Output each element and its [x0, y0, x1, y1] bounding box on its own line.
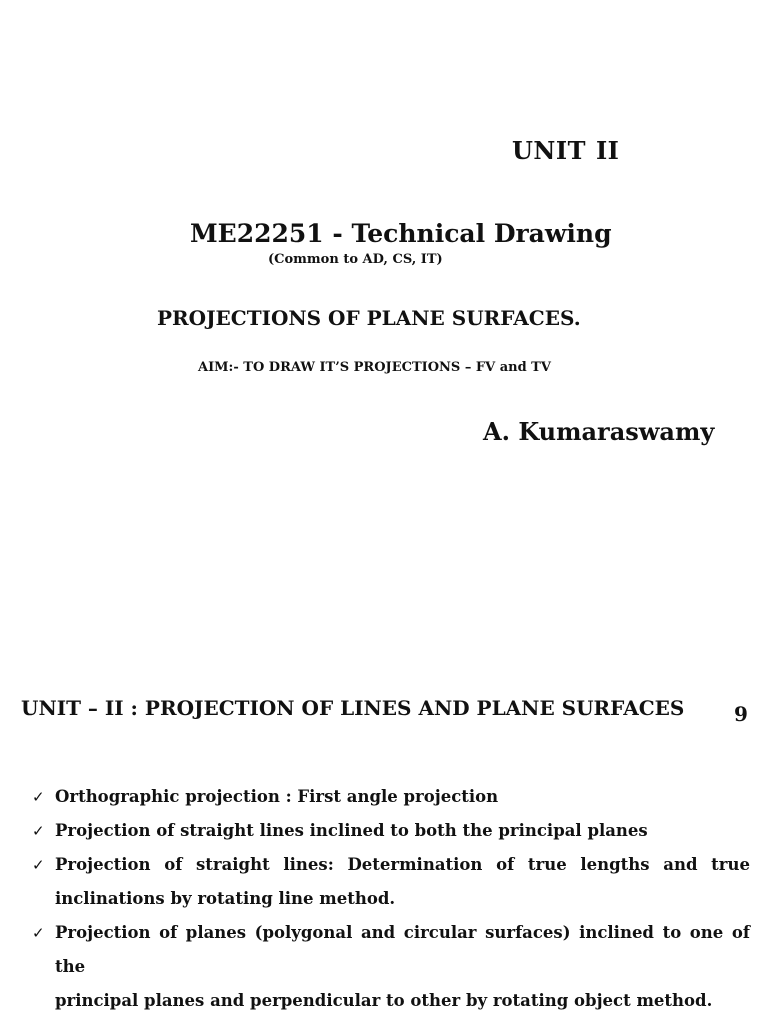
aim-text: AIM:- TO DRAW IT’S PROJECTIONS – FV and TV [198, 360, 551, 375]
list-item-continuation [32, 984, 750, 1018]
list-item [32, 780, 750, 814]
check-mark-icon: ✓ [32, 822, 45, 840]
author-name: A. Kumaraswamy [483, 417, 715, 446]
hours-count: 9 [734, 702, 748, 726]
list-item-continuation [32, 882, 750, 916]
unit-title [512, 136, 619, 165]
check-mark-icon: ✓ [32, 856, 45, 874]
list-item [32, 848, 750, 882]
list-item-text: Projection of planes (polygonal and circular surfaces) inclined to one of the [55, 923, 750, 976]
list-item [32, 814, 750, 848]
list-item [32, 916, 750, 984]
topic-heading: PROJECTIONS OF PLANE SURFACES. [157, 306, 581, 330]
syllabus-bullet-list [32, 780, 750, 1018]
course-title: ME22251 - Technical Drawing [190, 219, 612, 248]
syllabus-slide [0, 650, 768, 1024]
check-mark-icon: ✓ [32, 788, 45, 806]
unit-word: UNIT [512, 136, 586, 165]
list-item-text: inclinations by rotating line method. [55, 889, 396, 908]
list-item-text: Orthographic projection : First angle projection [55, 787, 499, 806]
syllabus-heading: UNIT – II : PROJECTION OF LINES AND PLANE SURFACES [21, 696, 685, 720]
unit-number: II [595, 136, 620, 165]
list-item-text: Projection of straight lines inclined to both the principal planes [55, 821, 648, 840]
list-item-text: Projection of straight lines: Determination of true lengths and true [55, 855, 750, 874]
list-item-text: principal planes and perpendicular to other by rotating object method. [55, 991, 713, 1010]
common-to-note: (Common to AD, CS, IT) [268, 252, 443, 267]
check-mark-icon: ✓ [32, 924, 45, 942]
